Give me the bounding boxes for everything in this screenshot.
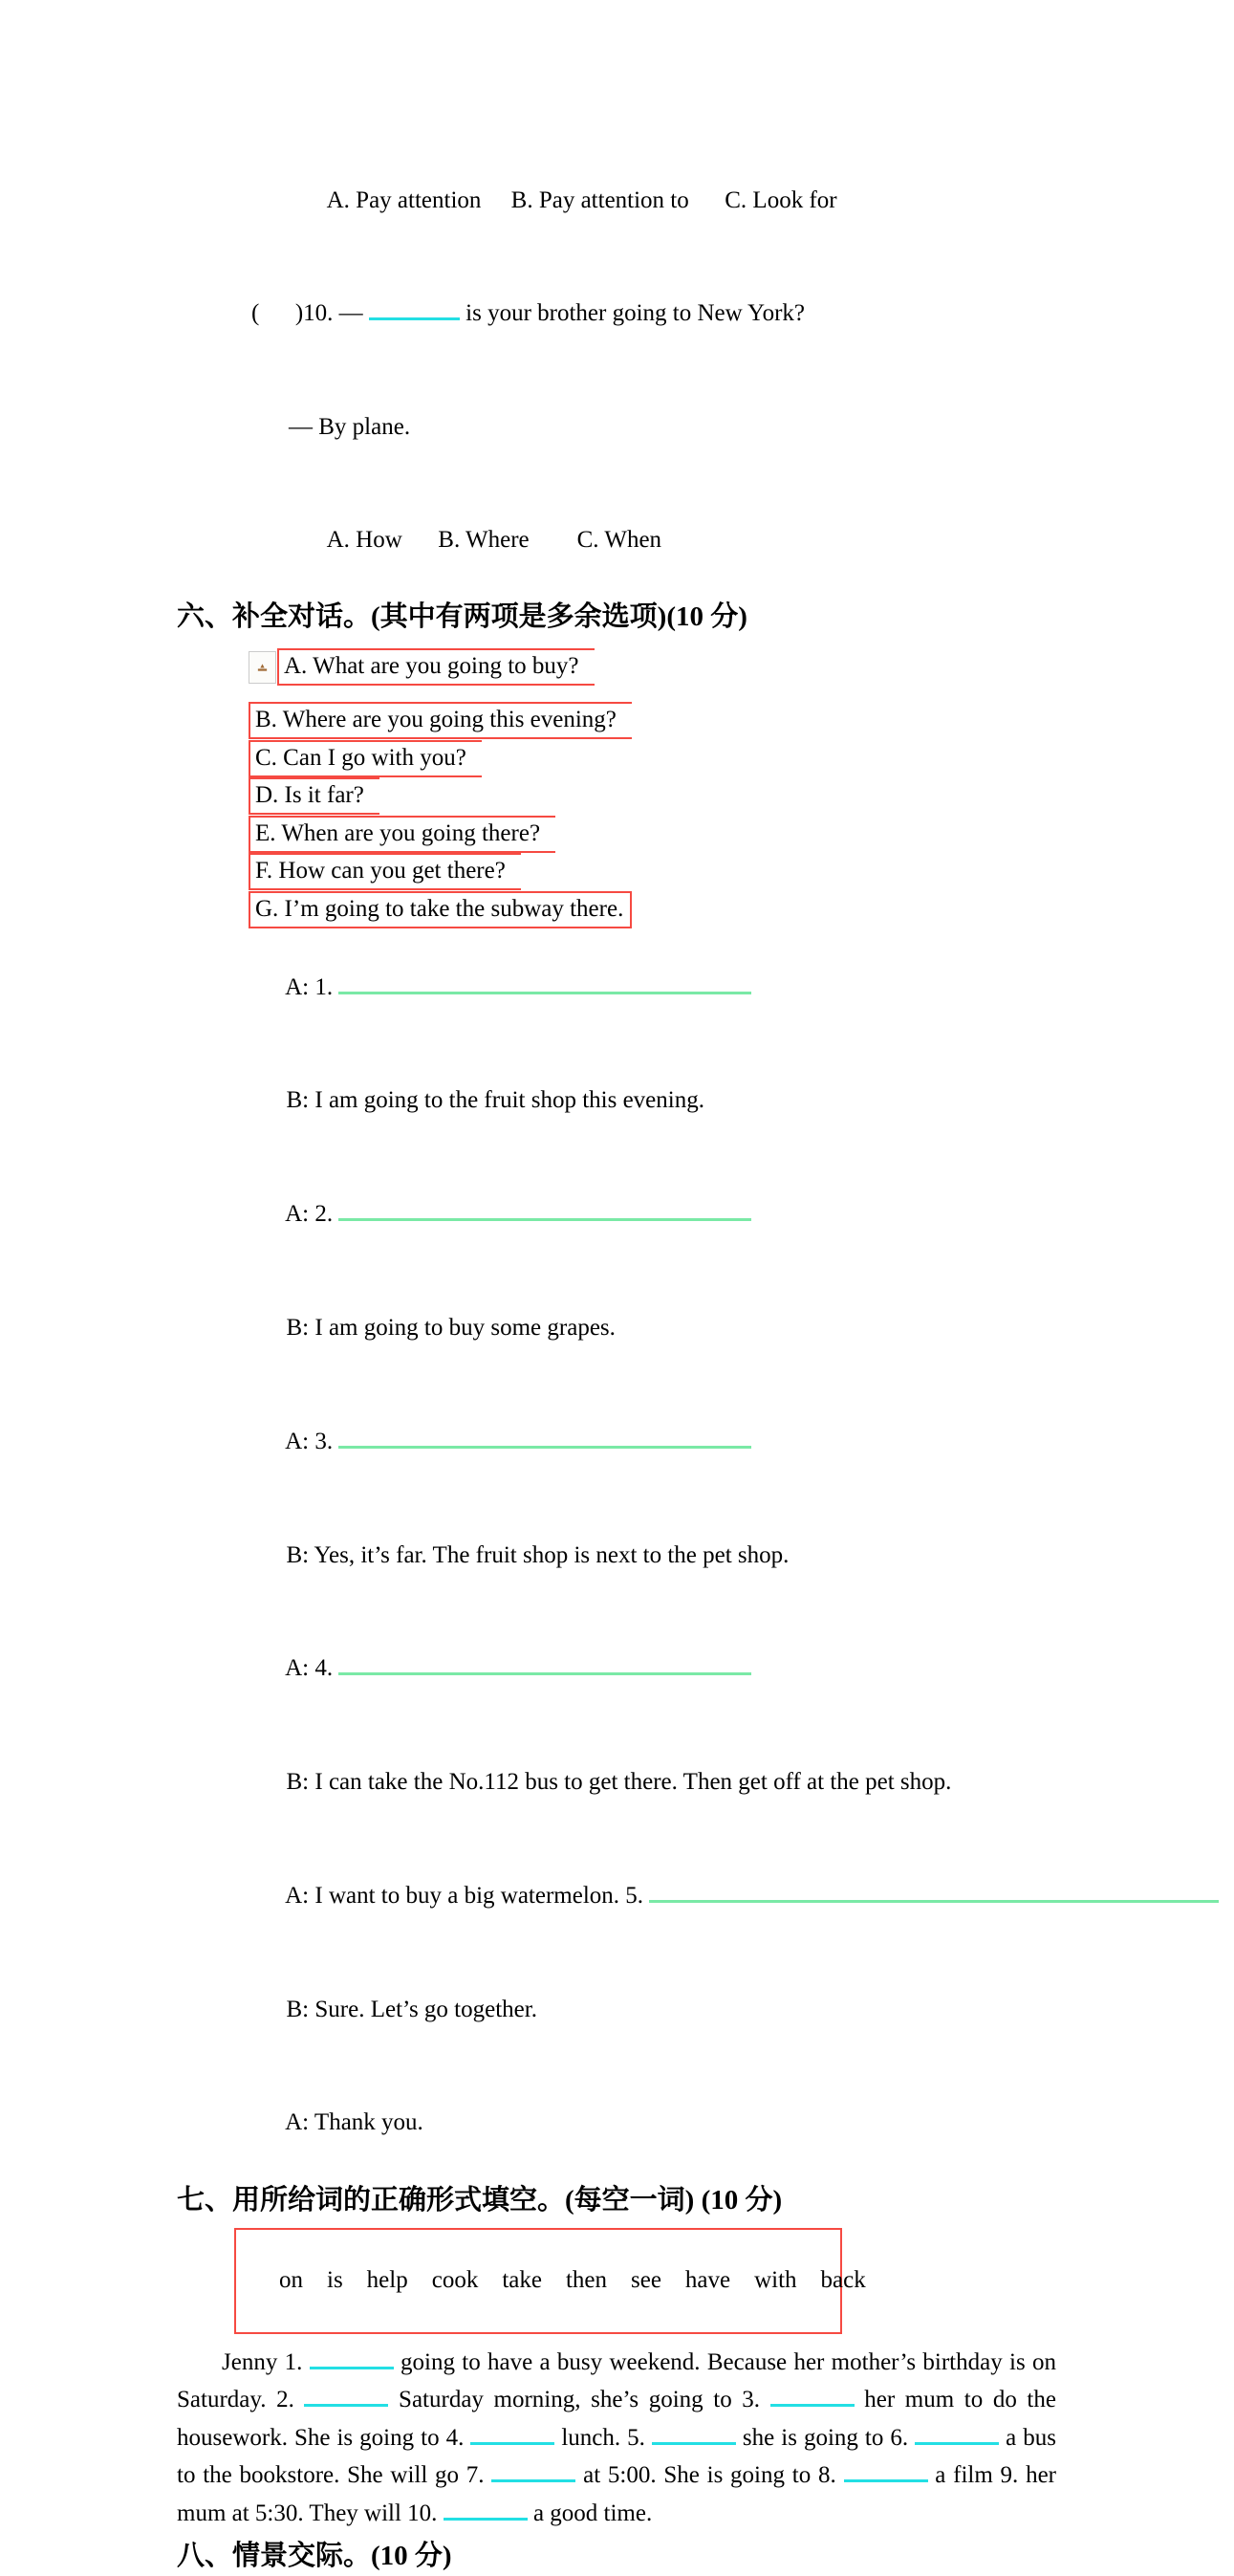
passage-segment: going to have a busy weekend. Because her mother’s birthday is on Saturday. 2.	[177, 2348, 1057, 2413]
dialogue-b5-text: B: Sure. Let’s go together.	[286, 1996, 537, 2022]
option-d: D. Is it far?	[249, 777, 379, 815]
option-e: E. When are you going there?	[249, 816, 555, 853]
dialogue-b1-text: B: I am going to the fruit shop this evening.	[286, 1087, 704, 1114]
passage-segment: a good time.	[527, 2500, 653, 2526]
dialogue-line-b2	[250, 1271, 1056, 1385]
option-f: F. How can you get there?	[249, 853, 521, 890]
dialogue-line-a2	[250, 1158, 1056, 1272]
dialogue-a6-text: A: Thank you.	[285, 2109, 423, 2136]
section6-heading: 六、补全对话。(其中有两项是多余选项)(10 分)	[177, 601, 747, 632]
option-row-f	[249, 853, 1056, 891]
option-row-b	[249, 702, 1056, 740]
q9-options-text: A. Pay attention B. Pay attention to C. Look for	[326, 186, 837, 213]
option-row-e	[249, 816, 1056, 854]
cloze-blank-3	[770, 2387, 855, 2407]
option-b: B. Where are you going this evening?	[249, 702, 632, 739]
cloze-passage	[177, 2344, 1056, 2533]
dialogue-b3-text: B: Yes, it’s far. The fruit shop is next to the pet shop.	[286, 1541, 790, 1568]
passage-segment: her mum to do the housework. She is going to 4.	[177, 2387, 1056, 2451]
section8-heading: 八、情景交际。(10 分)	[177, 2541, 452, 2572]
option-a: A. What are you going to buy?	[277, 648, 595, 686]
q10-reply-line	[265, 370, 1056, 484]
passage-segment: Saturday morning, she’s going to 3.	[388, 2387, 770, 2413]
option-row-d	[249, 777, 1056, 816]
section6-options	[249, 648, 1056, 928]
dialogue-b2-text: B: I am going to buy some grapes.	[286, 1314, 616, 1341]
dialogue-line-a3	[250, 1385, 1056, 1498]
passage-segment: at 5:00. She is going to 8.	[575, 2462, 844, 2489]
dialogue-line-b5	[250, 1953, 1056, 2066]
option-row-g	[249, 891, 1056, 929]
dialogue-a2-text: A: 2.	[285, 1201, 339, 1228]
section6-dialogue	[250, 930, 1056, 2180]
cloze-blank-10	[444, 2500, 528, 2521]
dialogue-line-a1	[250, 930, 1056, 1044]
section7-heading: 七、用所给词的正确形式填空。(每空一词) (10 分)	[177, 2184, 783, 2216]
option-c: C. Can I go with you?	[249, 740, 482, 777]
dialogue-line-b4	[250, 1725, 1056, 1839]
passage-segment: lunch. 5.	[554, 2424, 652, 2451]
dialogue-line-b1	[250, 1044, 1056, 1158]
option-row-c	[249, 740, 1056, 778]
option-g: G. I’m going to take the subway there.	[249, 891, 632, 928]
cloze-blank-5	[652, 2425, 736, 2445]
dialogue-line-a4	[250, 1612, 1056, 1726]
dialogue-line-a6	[250, 2066, 1056, 2180]
image-anchor-icon	[249, 651, 276, 684]
cloze-blank-1	[310, 2349, 394, 2369]
dialogue-a5-text: A: I want to buy a big watermelon. 5.	[285, 1882, 650, 1909]
cloze-blank-4	[470, 2425, 554, 2445]
dialogue-line-a5	[250, 1839, 1056, 1953]
q10-answer-blank	[369, 300, 460, 320]
dialogue-a4-text: A: 4.	[285, 1655, 339, 1682]
cloze-blank-8	[844, 2462, 928, 2482]
answer-blank-2	[338, 1203, 751, 1221]
q9-options-line	[304, 143, 1056, 257]
q10-reply-text: — By plane.	[289, 413, 411, 440]
answer-blank-5	[649, 1885, 1219, 1903]
cloze-blank-2	[304, 2387, 388, 2407]
answer-blank-1	[338, 976, 751, 994]
dialogue-a3-text: A: 3.	[285, 1428, 339, 1454]
passage-segment: Jenny 1.	[222, 2348, 310, 2375]
passage-segment: she is going to 6.	[735, 2424, 916, 2451]
q10-line	[227, 257, 1056, 371]
answer-blank-3	[338, 1430, 751, 1449]
word-bank-words: on is help cook take then see have with back	[279, 2266, 866, 2293]
answer-blank-4	[338, 1657, 751, 1675]
q10-suffix: is your brother going to New York?	[459, 300, 805, 326]
q10-options-line	[304, 484, 1056, 598]
dialogue-b4-text: B: I can take the No.112 bus to get there. Then get off at the pet shop.	[286, 1769, 952, 1796]
option-row-a	[249, 648, 1056, 702]
q10-options-text: A. How B. Where C. When	[326, 527, 662, 553]
q10-prefix: ( )10. —	[251, 300, 369, 326]
cloze-blank-7	[491, 2462, 575, 2482]
passage-segment: a film 9. her mum at 5:30. They will 10.	[177, 2462, 1056, 2526]
passage-segment: a bus to the bookstore. She will go 7.	[177, 2424, 1056, 2489]
word-bank-box	[234, 2228, 866, 2334]
dialogue-a1-text: A: 1.	[285, 973, 339, 1000]
dialogue-line-b3	[250, 1498, 1056, 1612]
cloze-blank-6	[915, 2425, 999, 2445]
